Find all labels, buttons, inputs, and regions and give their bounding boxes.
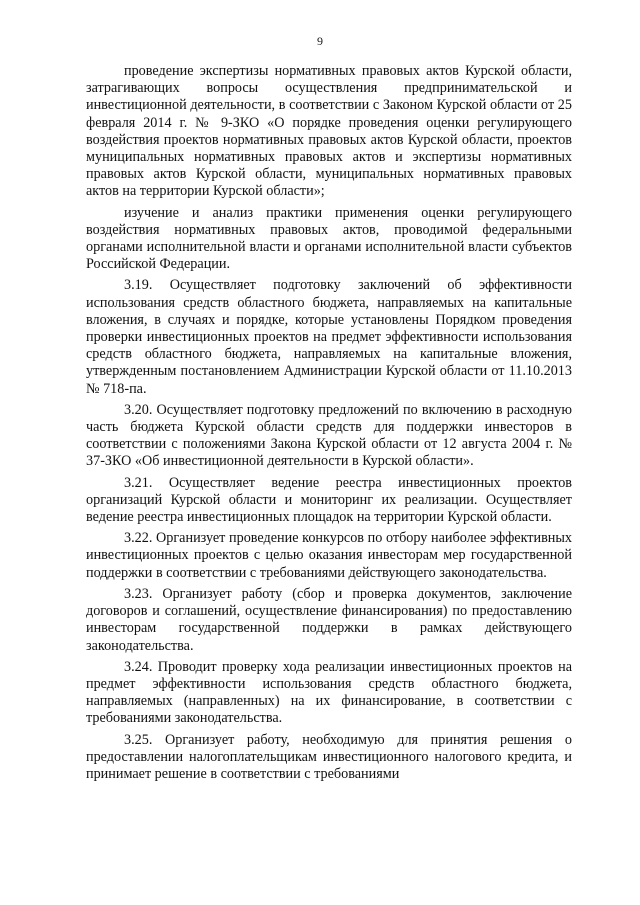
paragraph-3-23: 3.23. Организует работу (сбор и проверка документов, заключение договоров и соглашений, осуществление финансирования) по предоставлению инвесторам государственной поддержки в рамках действующего законодательства. [86,585,572,654]
document-body [86,63,572,783]
paragraph-3-20: 3.20. Осуществляет подготовку предложений по включению в расходную часть бюджета Курской области средств для поддержки инвесторов в соответствии с положениями Закона Курской области от 12 августа 2004 г. № 37-ЗКО «Об инвестиционной деятельности в Курской области». [86,401,572,470]
paragraph-3-24: 3.24. Проводит проверку хода реализации инвестиционных проектов на предмет эффективности использования средств областного бюджета, направляемых (направленных) на их финансирование, в соответствии с требованиями законодательства. [86,658,572,727]
paragraph-3-19: 3.19. Осуществляет подготовку заключений об эффективности использования средств областного бюджета, направляемых на капитальные вложения, в случаях и порядке, которые установлены Порядком проведения проверки инвестиционных проектов на предмет эффективности использования средств областного бюджета, направляемых на капитальные вложения, утвержденным постановлением Администрации Курской области от 11.10.2013 № 718-па. [86,277,572,397]
paragraph-3-25: 3.25. Организует работу, необходимую для принятия решения о предоставлении налогоплательщикам инвестиционного налогового кредита, и принимает решение в соответствии с требованиями [86,731,572,782]
paragraph-3-21: 3.21. Осуществляет ведение реестра инвестиционных проектов организаций Курской области и мониторинг их реализации. Осуществляет ведение реестра инвестиционных площадок на территории Курской области. [86,474,572,526]
paragraph-examination: проведение экспертизы нормативных правовых актов Курской области, затрагивающих вопросы осуществления предпринимательской и инвестиционной деятельности, в соответствии с Законом Курской области от 25 февраля 2014 г. № 9-ЗКО «О порядке проведения оценки регулирующего воздействия проектов нормативных правовых актов Курской области, проектов муниципальных нормативных правовых актов и экспертизы нормативных правовых актов Курской области, муниципальных нормативных правовых актов на территории Курской области»; [86,63,572,200]
paragraph-analysis: изучение и анализ практики применения оценки регулирующего воздействия нормативных правовых актов, проводимой федеральными органами исполнительной власти и органами исполнительной власти субъектов Российской Федерации. [86,204,572,273]
paragraph-3-22: 3.22. Организует проведение конкурсов по отбору наиболее эффективных инвестиционных проектов с целью оказания инвесторам мер государственной поддержки в соответствии с требованиями действующего законодательства. [86,530,572,581]
page-number: 9 [317,34,323,48]
